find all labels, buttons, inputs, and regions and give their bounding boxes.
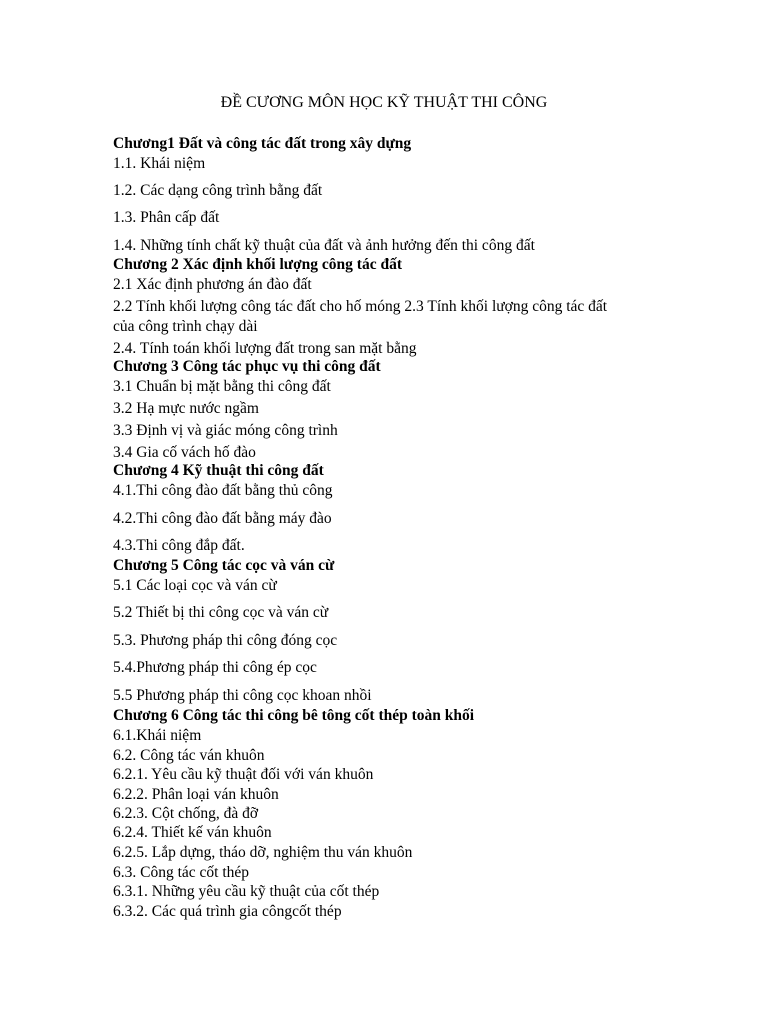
chapter-4-heading: Chương 4 Kỹ thuật thi công đất (113, 462, 324, 479)
section-line: 5.5 Phương pháp thi công cọc khoan nhồi (113, 687, 372, 704)
section-line: 6.2.4. Thiết kế ván khuôn (113, 824, 272, 841)
section-line: 6.3.2. Các quá trình gia côngcốt thép (113, 903, 342, 920)
section-line: 1.4. Những tính chất kỹ thuật của đất và ảnh hưởng đến thi công đất (113, 237, 535, 254)
section-line: 3.2 Hạ mực nước ngầm (113, 400, 259, 417)
chapter-2-heading: Chương 2 Xác định khối lượng công tác đất (113, 256, 402, 273)
section-line: 5.4.Phương pháp thi công ép cọc (113, 659, 317, 676)
chapter-5-heading: Chương 5 Công tác cọc và ván cừ (113, 557, 335, 574)
section-line: 4.1.Thi công đào đất bằng thủ công (113, 482, 333, 499)
chapter-1-heading: Chương1 Đất và công tác đất trong xây dựng (113, 135, 412, 152)
section-line: 2.2 Tính khối lượng công tác đất cho hố móng 2.3 Tính khối lượng công tác đất (113, 298, 608, 315)
section-line: của công trình chạy dài (113, 318, 258, 335)
section-line: 4.3.Thi công đắp đất. (113, 537, 245, 554)
section-line: 6.2. Công tác ván khuôn (113, 747, 265, 764)
section-line: 6.1.Khái niệm (113, 727, 202, 744)
document-title: ĐỀ CƯƠNG MÔN HỌC KỸ THUẬT THI CÔNG (220, 94, 548, 111)
section-line: 1.2. Các dạng công trình bằng đất (113, 182, 323, 199)
section-line: 6.2.3. Cột chống, đà đỡ (113, 805, 259, 822)
section-line: 5.3. Phương pháp thi công đóng cọc (113, 632, 338, 649)
section-line: 1.3. Phân cấp đất (113, 209, 220, 226)
section-line: 3.4 Gia cố vách hố đào (113, 444, 256, 461)
section-line: 5.1 Các loại cọc và ván cừ (113, 577, 277, 594)
section-line: 4.2.Thi công đào đất bằng máy đào (113, 510, 332, 527)
section-line: 3.3 Định vị và giác móng công trình (113, 422, 338, 439)
section-line: 2.1 Xác định phương án đào đất (113, 276, 312, 293)
section-line: 6.2.2. Phân loại ván khuôn (113, 786, 279, 803)
chapter-3-heading: Chương 3 Công tác phục vụ thi công đất (113, 358, 381, 375)
section-line: 6.2.1. Yêu cầu kỹ thuật đối với ván khuôn (113, 766, 374, 783)
section-line: 1.1. Khái niệm (113, 155, 206, 172)
section-line: 5.2 Thiết bị thi công cọc và ván cừ (113, 604, 329, 621)
section-line: 6.2.5. Lắp dựng, tháo dỡ, nghiệm thu ván khuôn (113, 844, 413, 861)
chapter-6-heading: Chương 6 Công tác thi công bê tông cốt thép toàn khối (113, 707, 475, 724)
section-line: 2.4. Tính toán khối lượng đất trong san mặt bằng (113, 340, 417, 357)
section-line: 6.3.1. Những yêu cầu kỹ thuật của cốt thép (113, 883, 380, 900)
section-line: 3.1 Chuẩn bị mặt bằng thi công đất (113, 378, 331, 395)
section-line: 6.3. Công tác cốt thép (113, 864, 250, 881)
